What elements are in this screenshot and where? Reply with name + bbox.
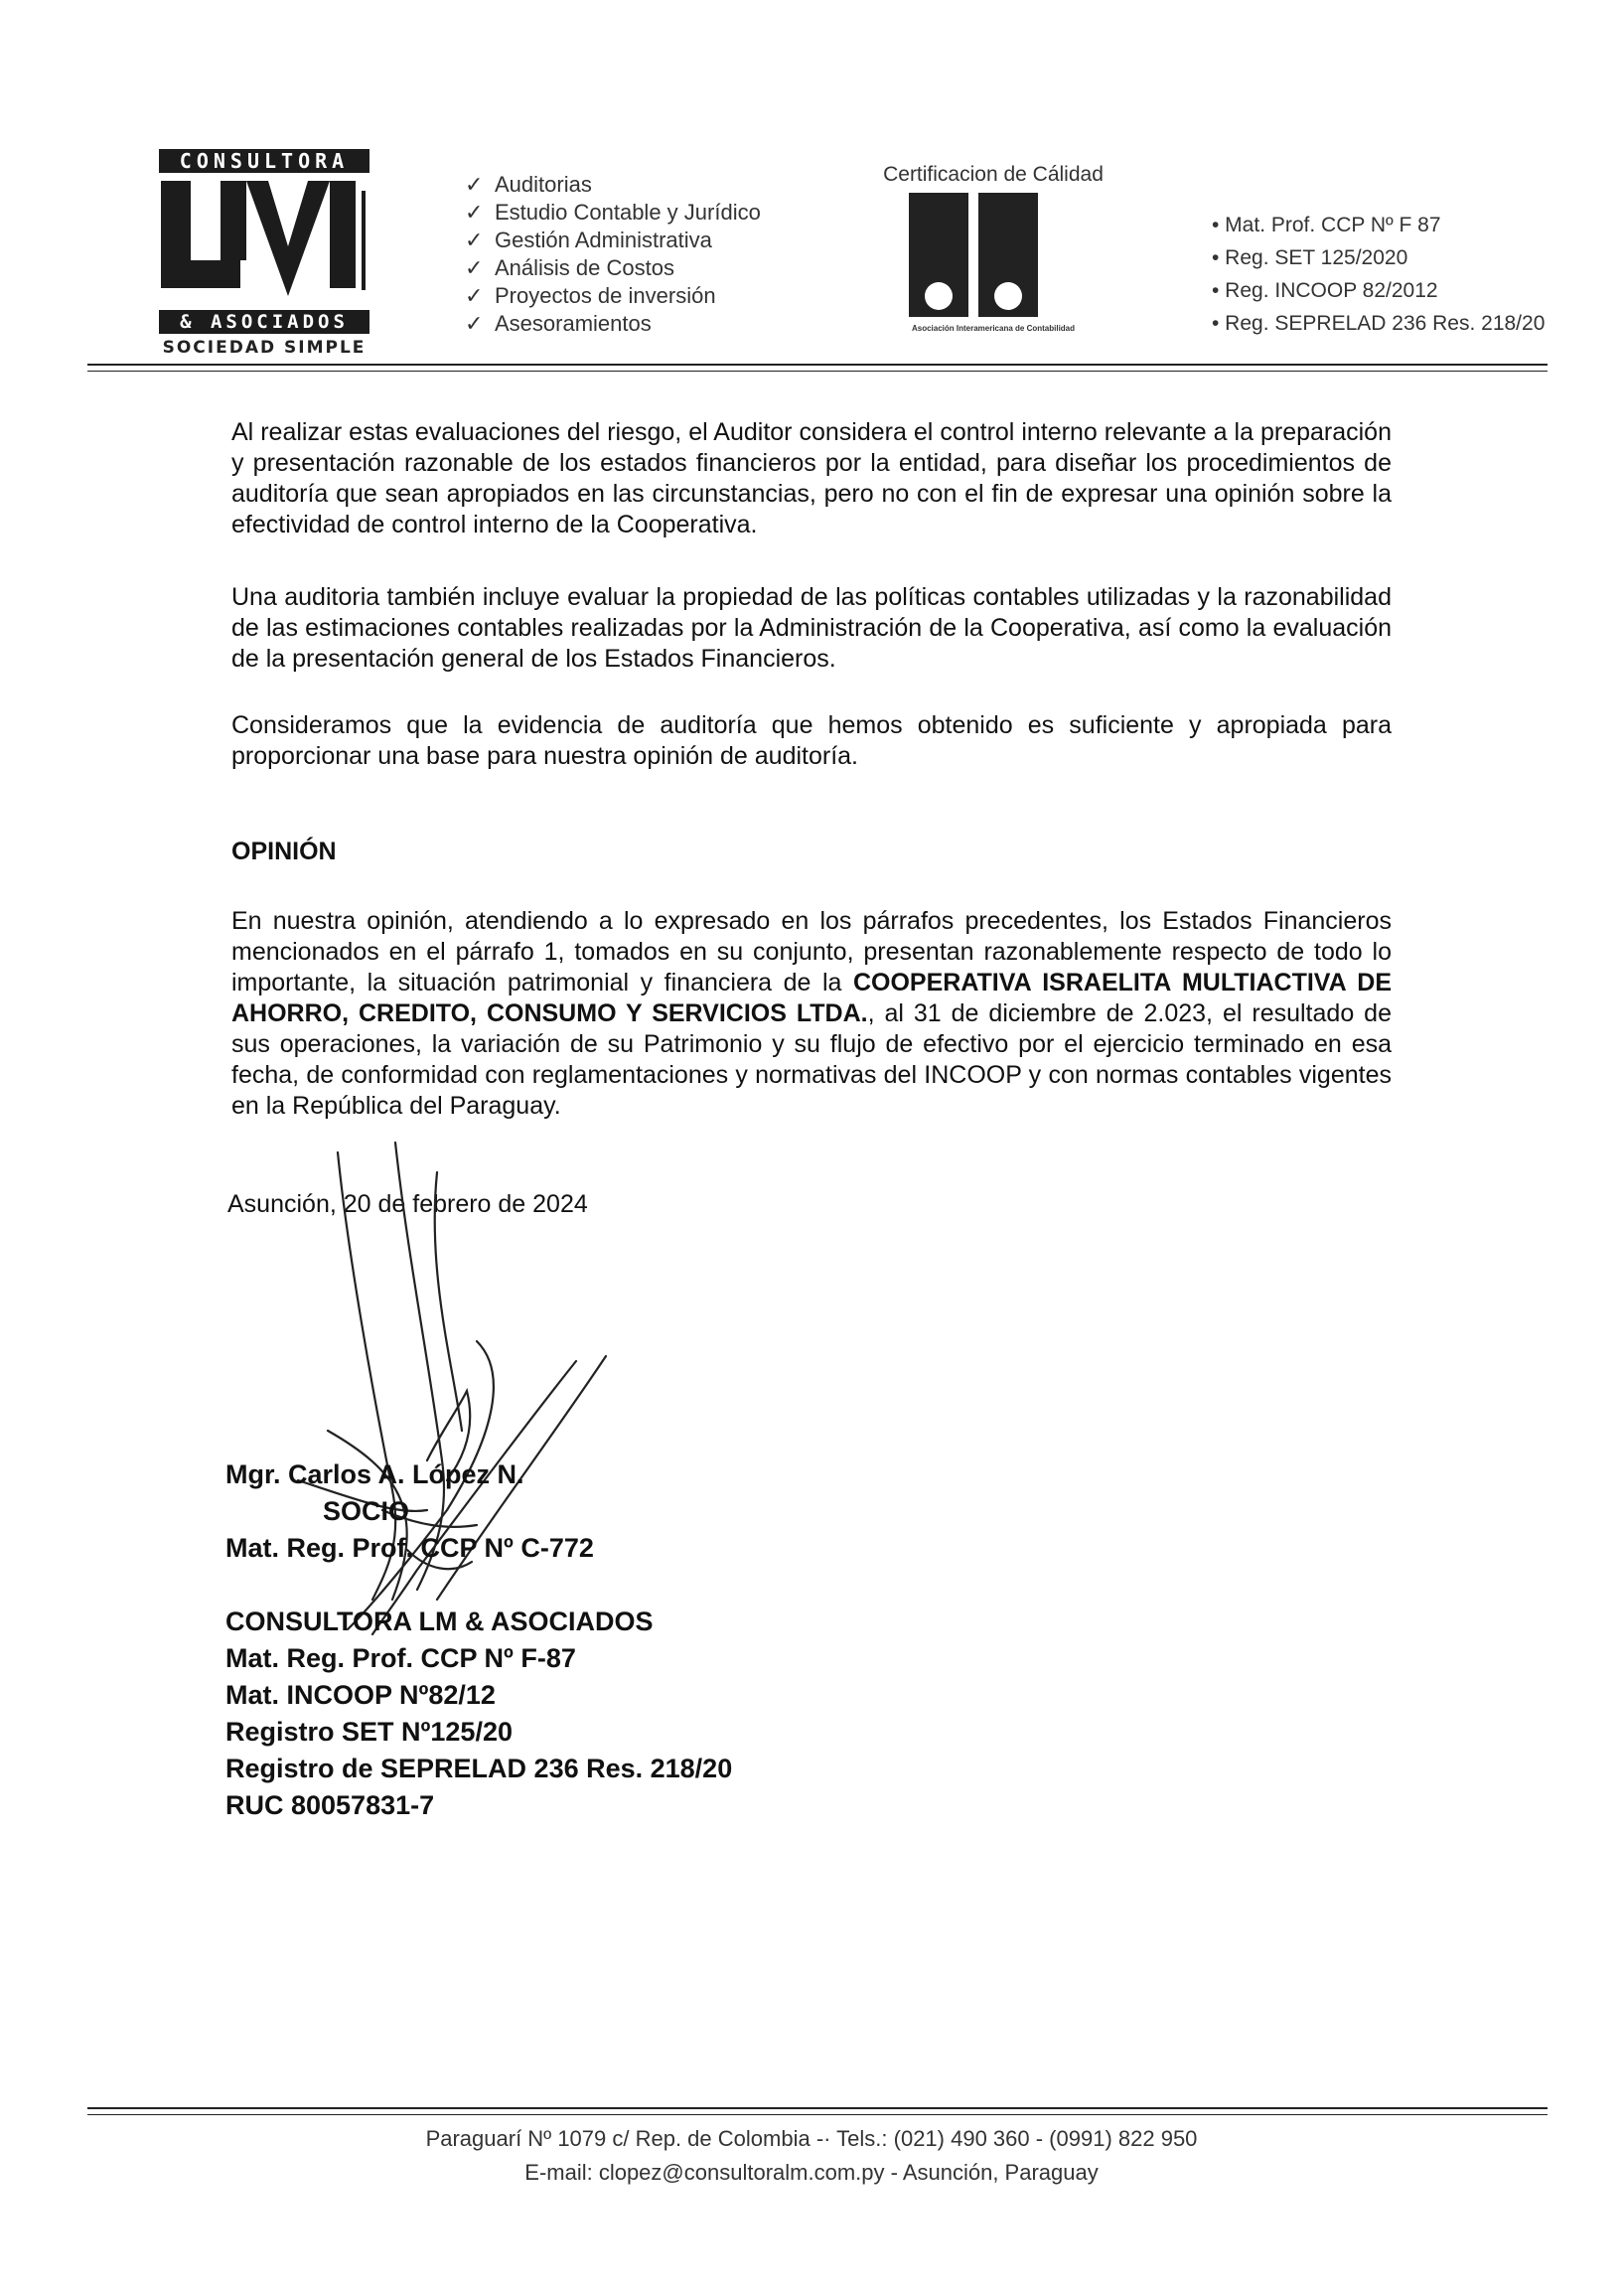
header-divider-thin (87, 371, 1548, 372)
registration-item: • Reg. INCOOP 82/2012 (1212, 279, 1438, 302)
checkmark-icon: ✓ (465, 200, 484, 225)
opinion-text-end: , al 31 de diciembre de 2.023, el resultado de sus operaciones, la variación de su Patrimonio y su flujo de efectivo por el ejercicio terminado en esa fecha, de conformidad con reglamentaciones y normativas del INCOOP y con normas contables vigentes en la República del Paraguay. (231, 999, 1392, 1120)
services-list (465, 171, 761, 338)
opinion-entity-name: COOPERATIVA ISRAELITA MULTIACTIVA DE AHORRO, CREDITO, CONSUMO Y SERVICIOS LTDA. (231, 969, 1392, 1027)
quality-certification-logo-icon (899, 193, 1048, 317)
paragraph-opinion (231, 906, 1392, 1122)
firm-block (225, 1604, 732, 1824)
checkmark-icon: ✓ (465, 228, 484, 252)
service-item: ✓ Gestión Administrativa (465, 228, 712, 252)
firm-ruc: RUC 80057831-7 (225, 1790, 435, 1820)
header-divider (87, 364, 1548, 366)
registration-item: • Reg. SEPRELAD 236 Res. 218/20 (1212, 312, 1546, 335)
service-item: ✓ Análisis de Costos (465, 255, 674, 280)
opinion-heading: OPINIÓN (231, 838, 337, 865)
certification-title: Certificacion de Cálidad (883, 163, 1104, 186)
signatory-role: SOCIO (323, 1496, 410, 1526)
paragraph-evidence: Consideramos que la evidencia de auditoría que hemos obtenido es suficiente y apropiada para proporcionar una base para nuestra opinión de auditoría. (231, 711, 1392, 770)
firm-name: CONSULTORA LM & ASOCIADOS (225, 1607, 654, 1636)
footer-divider (87, 2107, 1548, 2109)
company-logo (159, 149, 369, 358)
firm-registration: Mat. Reg. Prof. CCP Nº F-87 (225, 1643, 576, 1673)
opinion-text-start: En nuestra opinión, atendiendo a lo expresado en los párrafos precedentes, los Estados Financieros mencionados en el párrafo 1, tomados en su conjunto, presentan razonablemente respecto de todo lo importante, la situación patrimonial y financiera de la (231, 907, 1392, 996)
firm-incoop: Mat. INCOOP Nº82/12 (225, 1680, 496, 1710)
registration-item: • Mat. Prof. CCP Nº F 87 (1212, 214, 1441, 236)
logo-bottom-text: & ASOCIADOS (159, 310, 369, 334)
checkmark-icon: ✓ (465, 255, 484, 280)
firm-seprelad: Registro de SEPRELAD 236 Res. 218/20 (225, 1754, 733, 1783)
checkmark-icon: ✓ (465, 283, 484, 308)
service-item: ✓ Auditorias (465, 172, 592, 197)
signatory-name: Mgr. Carlos A. López N. (225, 1459, 524, 1489)
logo-top-text: CONSULTORA (159, 149, 369, 173)
service-item: ✓ Proyectos de inversión (465, 283, 716, 308)
footer-contact: E-mail: clopez@consultoralm.com.py - Asunción, Paraguay (524, 2160, 1099, 2185)
service-item: ✓ Asesoramientos (465, 311, 652, 336)
certification-caption: Asociación Interamericana de Contabilidad (911, 324, 1076, 333)
checkmark-icon: ✓ (465, 172, 484, 197)
registrations-list (1212, 209, 1545, 340)
lm-logo-mark-icon (159, 177, 369, 308)
firm-set: Registro SET Nº125/20 (225, 1717, 513, 1747)
footer-divider-thin (87, 2114, 1548, 2115)
date-line: Asunción, 20 de febrero de 2024 (227, 1190, 588, 1218)
paragraph-audit-scope: Una auditoria también incluye evaluar la propiedad de las políticas contables utilizadas y la razonabilidad de las estimaciones contables realizadas por la Administración de la Cooperativa, así como la evaluación de la presentación general de los Estados Financieros. (231, 583, 1392, 673)
signatory-block (225, 1456, 594, 1567)
logo-subtitle: SOCIEDAD SIMPLE (162, 338, 367, 358)
signatory-registration: Mat. Reg. Prof. CCP Nº C-772 (225, 1533, 594, 1563)
registration-item: • Reg. SET 125/2020 (1212, 246, 1408, 269)
service-item: ✓ Estudio Contable y Jurídico (465, 200, 761, 225)
footer-address: Paraguarí Nº 1079 c/ Rep. de Colombia -· Tels.: (021) 490 360 - (0991) 822 950 (425, 2126, 1198, 2151)
checkmark-icon: ✓ (465, 311, 484, 336)
paragraph-risk-evaluation: Al realizar estas evaluaciones del riesgo, el Auditor considera el control interno relevante a la preparación y presentación razonable de los estados financieros por la entidad, para diseñar los procedimientos de auditoría que sean apropiados en las circunstancias, pero no con el fin de expresar una opinión sobre la efectividad de control interno de la Cooperativa. (231, 418, 1392, 538)
